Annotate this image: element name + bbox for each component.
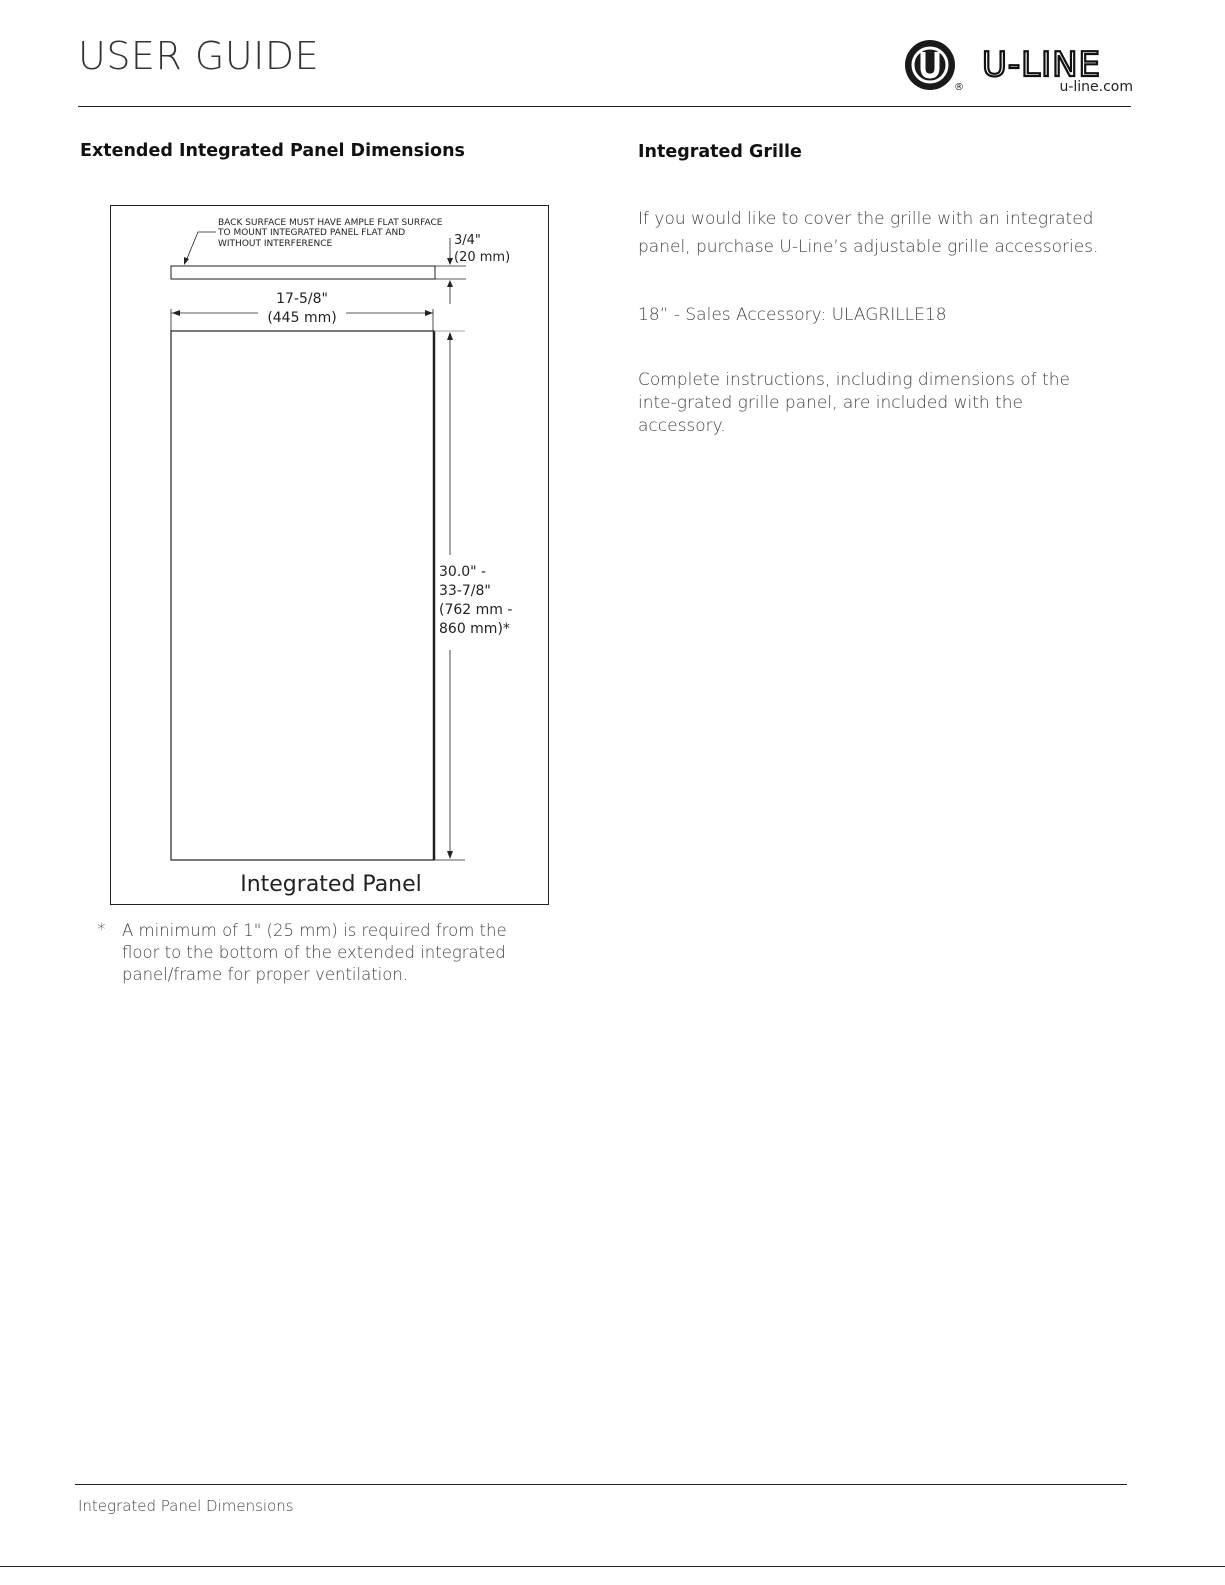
brand-name: U-LINE (982, 45, 1102, 85)
height-label-line-2: 33-7/8" (439, 583, 491, 599)
diagram-note-line-3: WITHOUT INTERFERENCE (218, 239, 333, 249)
note-leader-line (186, 232, 216, 261)
footer-section-name: Integrated Panel Dimensions (78, 1497, 294, 1515)
height-label-line-3: (762 mm - (439, 602, 513, 618)
height-label-line-4: 860 mm)* (439, 621, 510, 637)
right-section-heading: Integrated Grille (638, 142, 802, 162)
document-title: USER GUIDE (78, 34, 320, 78)
grille-paragraph-1: If you would like to cover the grille with an integrated panel, purchase U-Line’s adjustable grille accessories. (638, 209, 1099, 257)
diagram-note-line-1: BACK SURFACE MUST HAVE AMPLE FLAT SURFACE (218, 218, 443, 228)
grille-paragraph-3: Complete instructions, including dimensions of the inte-grated grille panel, are included with the accessory. (638, 370, 1070, 436)
panel-dimension-diagram (110, 205, 549, 905)
panel-label: Integrated Panel (240, 872, 422, 897)
panel-side-view (171, 266, 435, 279)
thickness-mm-label: (20 mm) (454, 250, 511, 265)
footnote-text: A minimum of 1" (25 mm) is required from the floor to the bottom of the extended integrated panel/frame for proper ventilation. (122, 921, 507, 984)
footnote-marker: * (97, 920, 106, 940)
brand-url: u-line.com (1059, 79, 1133, 95)
width-mm-label: (445 mm) (267, 310, 337, 326)
thickness-inch-label: 3/4" (454, 233, 481, 248)
integrated-panel-front-view (171, 331, 434, 860)
diagram-note-line-2: TO MOUNT INTEGRATED PANEL FLAT AND (218, 228, 406, 238)
footer-rule (75, 1484, 1127, 1485)
left-section-heading: Extended Integrated Panel Dimensions (80, 141, 465, 161)
page-bottom-rule (0, 1566, 1225, 1567)
width-inch-label: 17-5/8" (276, 291, 328, 307)
height-label-line-1: 30.0" - (439, 564, 487, 580)
grille-paragraph-2: 18” - Sales Accessory: ULAGRILLE18 (638, 305, 947, 325)
registered-mark: ® (954, 82, 964, 93)
note-leader-arrowhead (184, 257, 189, 265)
header-rule (78, 106, 1131, 107)
